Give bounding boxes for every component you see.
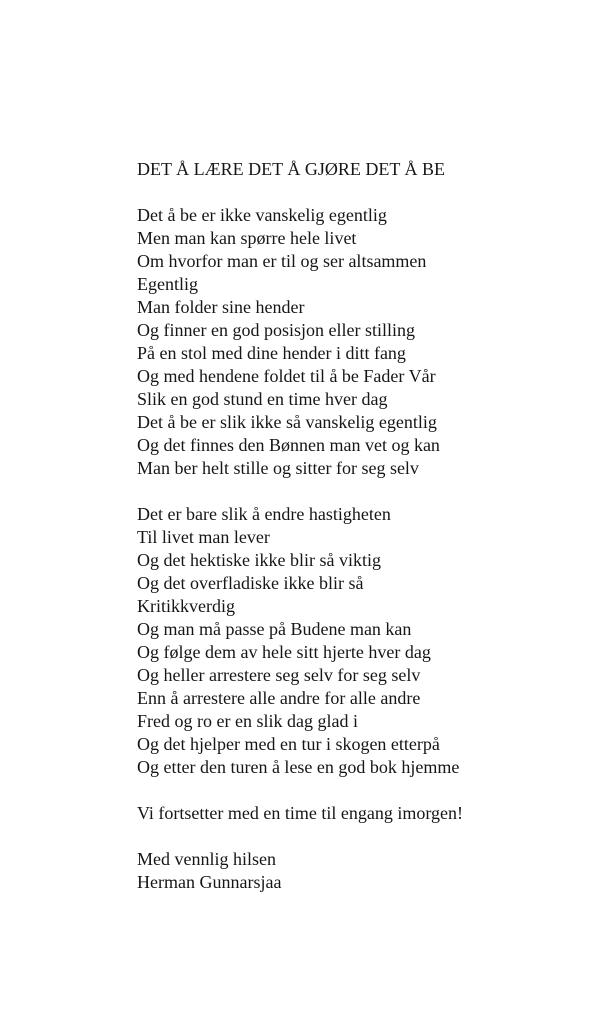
signoff-line: Med vennlig hilsen xyxy=(137,849,276,869)
poem-line: Fred og ro er en slik dag glad i xyxy=(137,711,358,731)
poem-line: Det å be er ikke vanskelig egentlig xyxy=(137,205,387,225)
poem-line: På en stol med dine hender i ditt fang xyxy=(137,343,406,363)
signature-block xyxy=(137,848,577,894)
poem-line: Og finner en god posisjon eller stilling xyxy=(137,320,415,340)
poem-line: Til livet man lever xyxy=(137,527,270,547)
poem-line: Og heller arrestere seg selv for seg selv xyxy=(137,665,421,685)
poem-line: Om hvorfor man er til og ser altsammen xyxy=(137,251,427,271)
poem-line: Og etter den turen å lese en god bok hjemme xyxy=(137,757,460,777)
poem-line: Og det hektiske ikke blir så viktig xyxy=(137,550,381,570)
poem-line: Enn å arrestere alle andre for alle andre xyxy=(137,688,421,708)
poem-line: Egentlig xyxy=(137,274,198,294)
stanza-1 xyxy=(137,204,577,480)
poem-line: Det er bare slik å endre hastigheten xyxy=(137,504,391,524)
poem-line: Og det overfladiske ikke blir så xyxy=(137,573,364,593)
document-page xyxy=(137,158,577,894)
poem-line: Kritikkverdig xyxy=(137,596,235,616)
stanza-2 xyxy=(137,503,577,779)
poem-line: Og det hjelper med en tur i skogen etterpå xyxy=(137,734,440,754)
poem-line: Det å be er slik ikke så vanskelig egentlig xyxy=(137,412,437,432)
poem-line: Og man må passe på Budene man kan xyxy=(137,619,412,639)
signature-line: Herman Gunnarsjaa xyxy=(137,872,282,892)
poem-line: Man ber helt stille og sitter for seg selv xyxy=(137,458,419,478)
poem-line: Man folder sine hender xyxy=(137,297,305,317)
poem-title: DET Å LÆRE DET Å GJØRE DET Å BE xyxy=(137,159,445,179)
poem-line: Men man kan spørre hele livet xyxy=(137,228,357,248)
closing-line: Vi fortsetter med en time til engang imorgen! xyxy=(137,803,463,823)
poem-line: Og med hendene foldet til å be Fader Vår xyxy=(137,366,436,386)
closing-block xyxy=(137,802,577,825)
poem-line: Slik en god stund en time hver dag xyxy=(137,389,388,409)
poem-line: Og følge dem av hele sitt hjerte hver dag xyxy=(137,642,431,662)
poem-line: Og det finnes den Bønnen man vet og kan xyxy=(137,435,440,455)
